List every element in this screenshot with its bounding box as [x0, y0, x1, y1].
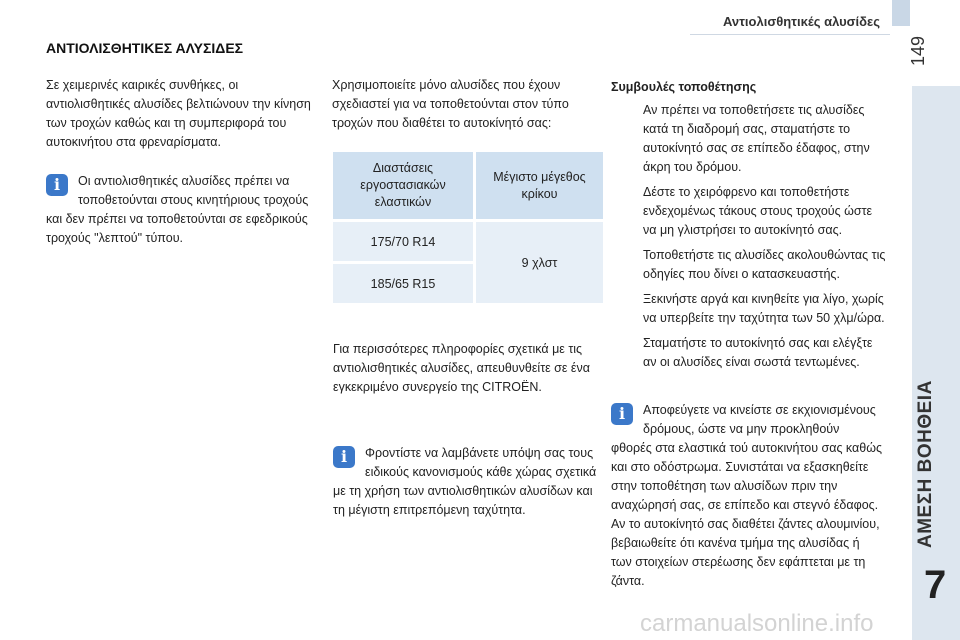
note-drive-wheels-text: Οι αντιολισθητικές αλυσίδες πρέπει να τοποθετούνται στους κινητήριους τροχούς και δεν πρέπει να τοποθετούνται σε εφεδρικούς τροχούς "λεπτού" τύπου. [46, 174, 309, 245]
header-divider [690, 34, 890, 35]
info-icon: i [333, 446, 355, 468]
info-note-regulations [333, 444, 603, 520]
table-row [333, 222, 603, 264]
list-item [611, 246, 886, 284]
list-item [611, 334, 886, 372]
table-header-link-size: Μέγιστο μέγεθος κρίκου [476, 152, 603, 222]
note-regulations-text: Φροντίστε να λαμβάνετε υπόψη σας τους ειδικούς κανονισμούς κάθε χώρας σχετικά με τη χρήση των αντιολισθητικών αλυσίδων και τη μέγιστη επιτρεπόμενη ταχύτητα. [333, 446, 597, 517]
info-note-avoid-roads [611, 401, 883, 591]
list-item [611, 290, 886, 328]
table-header-row [333, 152, 603, 222]
tip-text: Τοποθετήστε τις αλυσίδες ακολουθώντας τις οδηγίες που δίνει ο κατασκευαστής. [643, 248, 886, 281]
info-icon: i [611, 403, 633, 425]
page-number-wrap [906, 34, 946, 70]
info-icon: i [46, 174, 68, 196]
page-number: 149 [908, 35, 928, 66]
table-cell-link-size: 9 χλστ [476, 222, 603, 303]
table-cell-size-2: 185/65 R15 [333, 264, 476, 303]
watermark: carmanualsonline.info [640, 610, 874, 637]
tip-text: Δέστε το χειρόφρενο και τοποθετήστε ενδεχομένως τάκους στους τροχούς ώστε να μη γλιστρήσει το αυτοκίνητό σας. [643, 185, 873, 237]
tips-list [611, 101, 886, 372]
info-note-drive-wheels [46, 172, 316, 248]
chapter-sidebar [912, 86, 960, 640]
tip-text: Ξεκινήστε αργά και κινηθείτε για λίγο, χωρίς να υπερβείτε την ταχύτητα των 50 χλμ/ώρα. [643, 292, 885, 325]
list-item [611, 183, 886, 240]
chapter-title: ΑΜΕΣΗ ΒΟΗΘΕΙΑ [915, 380, 936, 548]
list-item [611, 101, 886, 177]
table-header-tire-size: Διαστάσεις εργοστασιακών ελαστικών [333, 152, 476, 222]
running-header: Αντιολισθητικές αλυσίδες [722, 14, 880, 29]
chapter-number: 7 [924, 563, 947, 607]
tire-size-table [333, 152, 603, 303]
note-avoid-roads-text: Αποφεύγετε να κινείστε σε εκχιονισμένους δρόμους, ώστε να μην προκληθούν φθορές στα ελαστικά τού αυτοκινήτου σας καθώς και στο οδόστρωμα. Συνιστάται να εξασκηθείτε στην τοποθέτηση των αλυσίδων πριν την αναχώρησή σας, σε επίπεδο και στεγνό έδαφος. Αν το αυτοκίνητό σας διαθέτει ζάντες αλουμινίου, βεβαιωθείτε ότι κανένα τμήμα της αλυσίδας ή των στοιχείων στερέωσης δεν εφάπτεται με τη ζάντα. [611, 403, 882, 588]
table-cell-size-1: 175/70 R14 [333, 222, 476, 264]
side-tab-marker [892, 0, 910, 26]
tip-text: Σταματήστε το αυτοκίνητό σας και ελέγξτε αν οι αλυσίδες είναι σωστά τεντωμένες. [643, 336, 873, 369]
fitting-tips [611, 78, 886, 378]
tip-text: Αν πρέπει να τοποθετήσετε τις αλυσίδες κατά τη διαδρομή σας, σταματήστε το αυτοκίνητό σας σε επίπεδο έδαφος, στην άκρη του δρόμου. [643, 103, 870, 174]
section-title: ΑΝΤΙΟΛΙΣΘΗΤΙΚΕΣ ΑΛΥΣΙΔΕΣ [46, 40, 244, 56]
use-designed-paragraph: Χρησιμοποιείτε μόνο αλυσίδες που έχουν σχεδιαστεί για να τοποθετούνται στον τύπο τροχών που διαθέτει το αυτοκίνητό σας: [332, 78, 569, 130]
tips-title: Συμβουλές τοποθέτησης [611, 80, 757, 94]
intro-paragraph: Σε χειμερινές καιρικές συνθήκες, οι αντιολισθητικές αλυσίδες βελτιώνουν την κίνηση των τροχών καθώς και τη συμπεριφορά του αυτοκινήτου στα φρεναρίσματα. [46, 78, 311, 149]
more-info-paragraph: Για περισσότερες πληροφορίες σχετικά με τις αντιολισθητικές αλυσίδες, απευθυνθείτε σε ένα εγκεκριμένο συνεργείο της CITROËN. [333, 342, 590, 394]
